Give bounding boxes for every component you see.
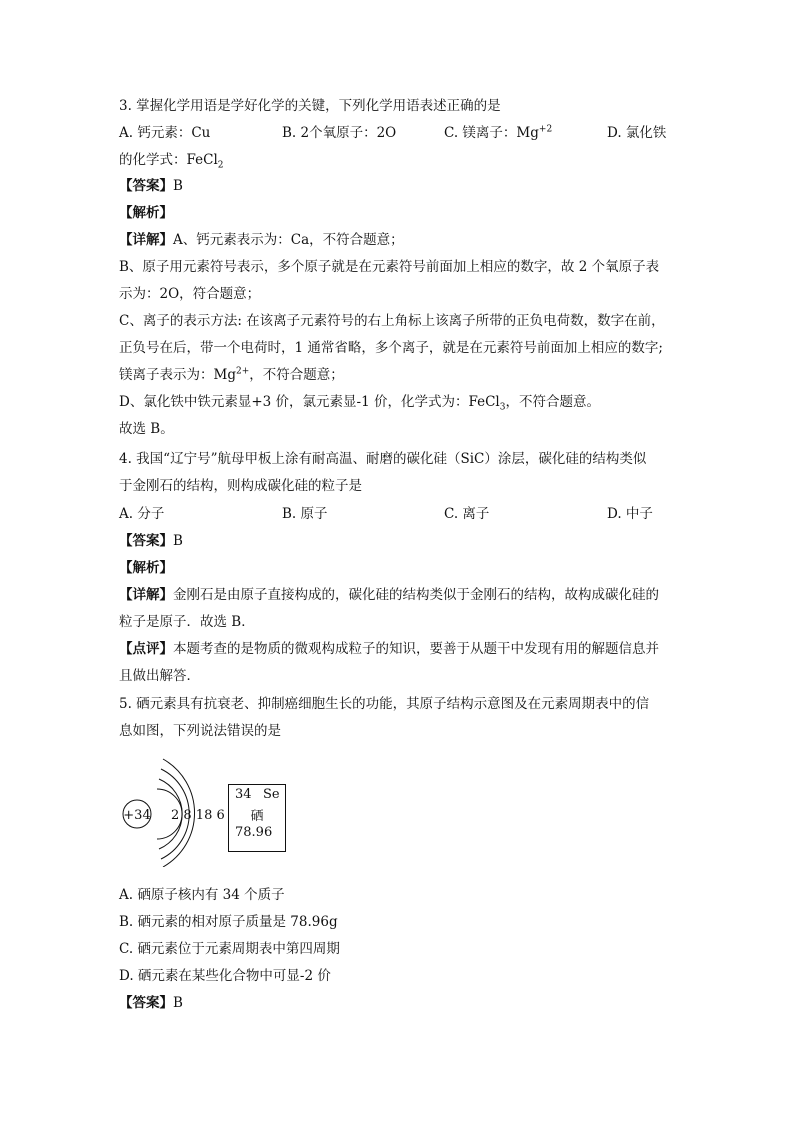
q5-stem-line-1: 5. 硒元素具有抗衰老、抑制癌细胞生长的功能，其原子结构示意图及在元素周期表中的信 xyxy=(119,696,650,712)
q5-option-d: D. 硒元素在某些化合物中可显-2 价 xyxy=(119,968,331,984)
periodic-table-cell xyxy=(228,784,286,852)
q4-detail-line-2: 粒子是原子．故选 B． xyxy=(119,614,255,630)
q4-stem-line-1: 4. 我国“辽宁号”航母甲板上涂有耐高温、耐磨的碳化硅（SiC）涂层，碳化硅的结构类似 xyxy=(119,451,647,467)
atomic-number: 34 xyxy=(235,787,252,802)
q3-option-d: D. 氯化铁 xyxy=(607,125,667,141)
q4-option-c: C. 离子 xyxy=(444,506,490,522)
q4-analysis-label: 【解析】 xyxy=(119,560,173,576)
q3-detail-line-7: D、氯化铁中铁元素显+3 价，氯元素显-1 价，化学式为：FeCl$_3$，不符合题意。 xyxy=(119,394,600,413)
q5-stem-line-2: 息如图，下列说法错误的是 xyxy=(119,723,281,739)
q3-analysis-label: 【解析】 xyxy=(119,205,173,221)
q4-comment-line-2: 且做出解答． xyxy=(119,668,200,684)
q3-detail-line-6: 镁离子表示为：$Mg^{2+}$，不符合题意； xyxy=(119,366,344,383)
q4-option-b: B. 原子 xyxy=(282,506,328,522)
q3-option-d-continued: 的化学式：FeCl$_2$ xyxy=(119,152,224,171)
q4-detail-line-1: 【详解】金刚石是由原子直接构成的，碳化硅的结构类似于金刚石的结构，故构成碳化硅的 xyxy=(119,587,659,603)
q3-detail-line-2: B、原子用元素符号表示，多个原子就是在元素符号前面加上相应的数字，故 2 个氧原子表 xyxy=(119,259,660,275)
q5-answer: 【答案】B xyxy=(119,995,183,1011)
q3-detail-line-5: 正负号在后，带一个电荷时，1 通常省略，多个离子，就是在元素符号前面加上相应的数字; xyxy=(119,340,663,356)
electron-counts: 2 8 18 6 xyxy=(171,808,225,823)
q3-detail-line-4: C、离子的表示方法: 在该离子元素符号的右上角标上该离子所带的正负电荷数，数字在前， xyxy=(119,313,665,329)
q4-option-d: D. 中子 xyxy=(607,506,653,522)
atomic-mass: 78.96 xyxy=(235,825,273,840)
q3-answer: 【答案】B xyxy=(119,178,183,194)
q4-answer: 【答案】B xyxy=(119,533,183,549)
q4-stem-line-2: 于金刚石的结构，则构成碳化硅的粒子是 xyxy=(119,478,362,494)
nucleus-charge: +34 xyxy=(123,808,151,823)
q3-detail-line-3: 示为：2O，符合题意； xyxy=(119,286,261,302)
q3-conclusion: 故选 B。 xyxy=(119,421,174,437)
element-symbol: Se xyxy=(263,787,280,802)
q4-comment-line-1: 【点评】本题考查的是物质的微观构成粒子的知识，要善于从题干中发现有用的解题信息并 xyxy=(119,641,659,657)
q3-detail-line-1: 【详解】A、钙元素表示为：Ca，不符合题意； xyxy=(119,232,404,248)
q3-option-c: C. 镁离子：$Mg^{+2}$ xyxy=(444,124,553,141)
q5-option-c: C. 硒元素位于元素周期表中第四周期 xyxy=(119,941,340,957)
q5-option-b: B. 硒元素的相对原子质量是 78.96g xyxy=(119,914,338,930)
q3-option-a: A. 钙元素：Cu xyxy=(119,125,211,141)
q3-stem: 3. 掌握化学用语是学好化学的关键，下列化学用语表述正确的是 xyxy=(119,98,501,114)
q3-option-b: B. 2个氧原子：2O xyxy=(282,125,397,141)
q4-option-a: A. 分子 xyxy=(119,506,165,522)
q5-option-a: A. 硒原子核内有 34 个质子 xyxy=(119,887,285,903)
element-name: 硒 xyxy=(250,809,264,824)
